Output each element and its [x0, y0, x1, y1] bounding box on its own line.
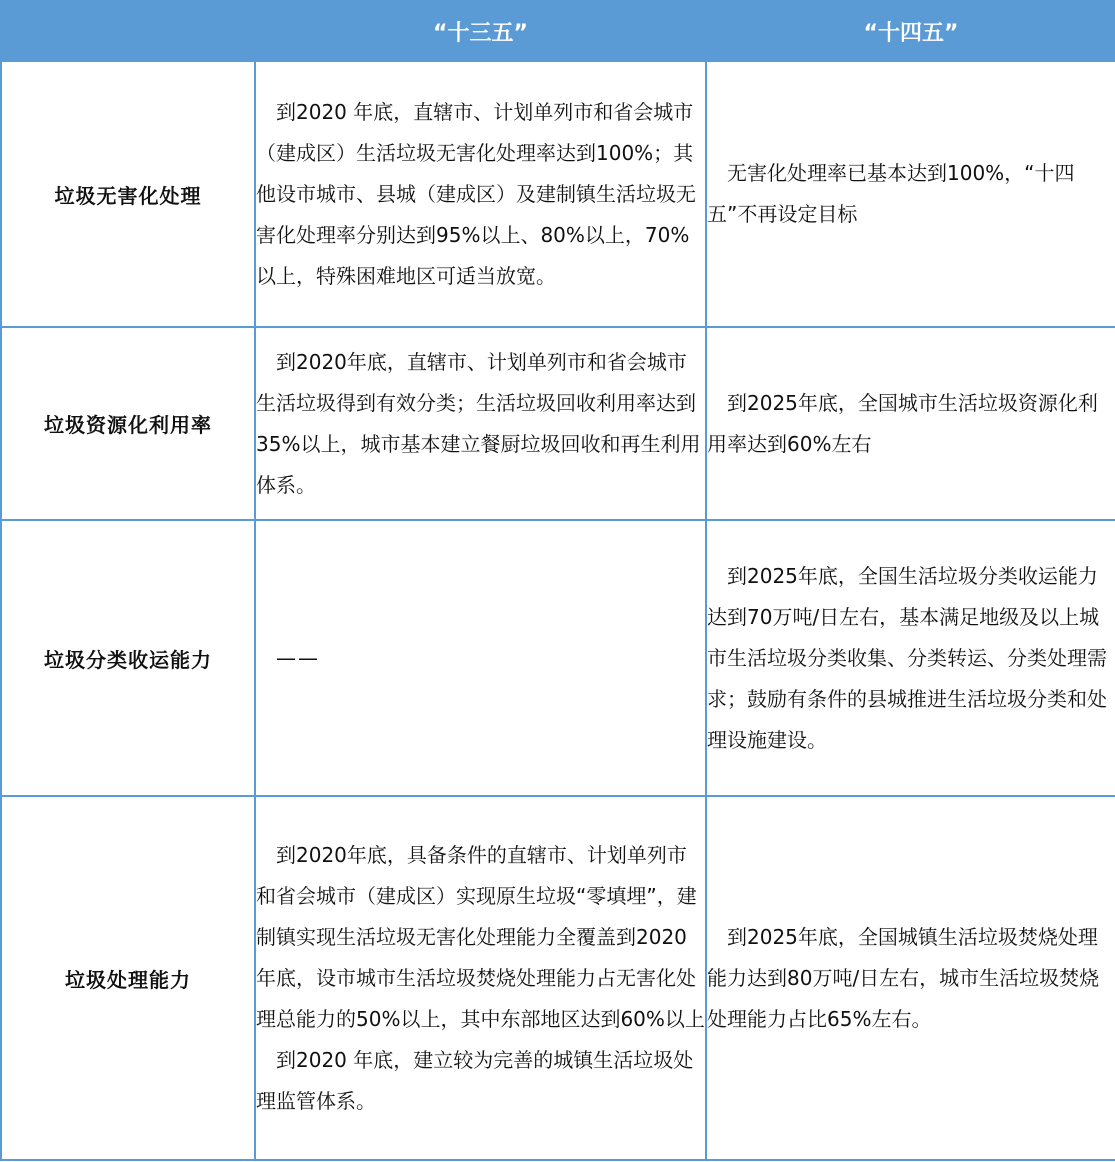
header-13th-plan: “十三五”	[255, 1, 706, 61]
cell-paragraph: 到2025年底，全国城镇生活垃圾焚烧处理能力达到80万吨/日左右，城市生活垃圾焚烧处理能力占比65%左右。	[707, 924, 1100, 1031]
cell-13th-plan	[255, 327, 706, 520]
row-label: 垃圾处理能力	[1, 796, 255, 1160]
cell-13th-plan	[255, 520, 706, 796]
cell-paragraph: 到2020 年底，建立较为完善的城镇生活垃圾处理监管体系。	[256, 1047, 694, 1113]
header-14th-plan: “十四五”	[706, 1, 1115, 61]
empty-dash: ——	[276, 645, 320, 670]
cell-13th-plan	[255, 61, 706, 327]
table-row	[1, 520, 1115, 796]
cell-13th-plan	[255, 796, 706, 1160]
header-row	[1, 1, 1115, 61]
row-label: 垃圾无害化处理	[1, 61, 255, 327]
cell-paragraph: 到2025年底，全国生活垃圾分类收运能力达到70万吨/日左右，基本满足地级及以上城市生活垃圾分类收集、分类转运、分类处理需求；鼓励有条件的县城推进生活垃圾分类和处理设施建设。	[707, 563, 1107, 752]
cell-14th-plan	[706, 327, 1115, 520]
cell-14th-plan	[706, 796, 1115, 1160]
cell-paragraph: 无害化处理率已基本达到100%，“十四五”不再设定目标	[707, 161, 1075, 226]
cell-paragraph: 到2020 年底，直辖市、计划单列市和省会城市（建成区）生活垃圾无害化处理率达到100%；其他设市城市、县城（建成区）及建制镇生活垃圾无害化处理率分别达到95%以上、80%以上，70%以上，特殊困难地区可适当放宽。	[256, 99, 696, 288]
cell-paragraph: 到2025年底，全国城市生活垃圾资源化利用率达到60%左右	[707, 390, 1098, 456]
row-label: 垃圾分类收运能力	[1, 520, 255, 796]
cell-paragraph: 到2020年底，直辖市、计划单列市和省会城市生活垃圾得到有效分类；生活垃圾回收利用率达到35%以上，城市基本建立餐厨垃圾回收和再生利用体系。	[256, 349, 701, 497]
header-blank	[1, 1, 255, 61]
cell-14th-plan	[706, 61, 1115, 327]
cell-14th-plan	[706, 520, 1115, 796]
table-row	[1, 61, 1115, 327]
cell-paragraph: 到2020年底，具备条件的直辖市、计划单列市和省会城市（建成区）实现原生垃圾“零填埋”，建制镇实现生活垃圾无害化处理能力全覆盖到2020 年底，设市城市生活垃圾焚烧处理能力占无害化处理总能力的50%以上，其中东部地区达到60%以上	[256, 842, 705, 1031]
table-row	[1, 327, 1115, 520]
table-row	[1, 796, 1115, 1160]
row-label: 垃圾资源化利用率	[1, 327, 255, 520]
